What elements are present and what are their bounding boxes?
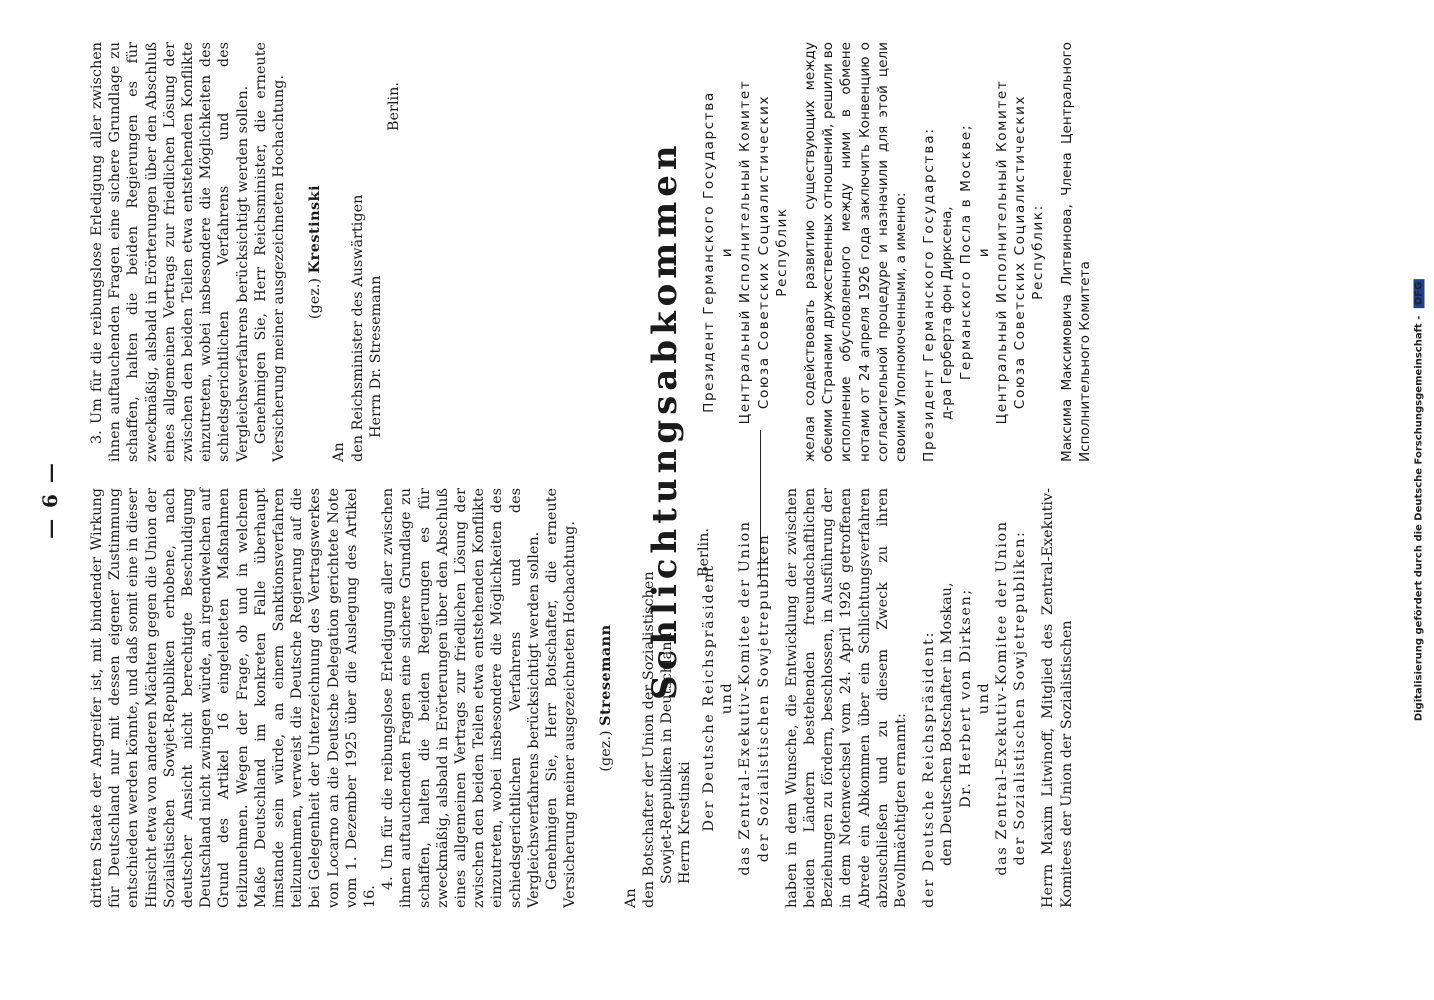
addressee-line: den Botschafter der Union der Sozialistischen [640,571,657,908]
addressee-line: den Reichsminister des Auswärtigen [349,194,366,462]
plenipotentiary-line: д-ра Герберта фон Дирксена, [939,206,956,420]
closing-formula: Genehmigen Sie, Herr Botschafter, die erneute Versicherung meiner ausgezeichneten Hochachtung. [544,488,579,908]
paragraph: 3. Um für die reibungslose Erledigung aller zwischen ihnen auftauchenden Fragen eine sichere Grundlage zu schaffen, halten die beiden Regierungen es für zweckmäßig, alsbald in Erörterungen über den Abschluß eines allgemeinen Vertrags zur friedlichen Lösung der zwischen den beiden Teilen etwa entstehenden Konflikte einzutreten, wobei insbesondere die Möglichkeiten des schiedsgerichtlichen Verfahrens und des Vergleichsverfahrens berücksichtigt werden sollen. [89,42,251,462]
addressee-line: Herrn Dr. Stresemann [367,275,384,438]
plenipotentiary-line: Максима Максимовича Литвинова, Члена Центрального Исполнительного Комитета [1058,42,1093,462]
plenipotentiary-line: Herrn Maxim Litwinoff, Mitglied des Zentral-Exekutiv-Komitees der Union der Sozialistischen [1040,488,1075,908]
addressee-an: An [622,888,639,908]
signature-prefix: (gez.) [598,730,615,772]
footer-text: Digitalisierung gefördert durch die Deutsche Forschungsgemeinschaft - [1413,315,1425,722]
party-heading: Республик: [1030,204,1047,300]
party-heading: Центральный Исполнительный Комитет [737,79,754,425]
dfg-logo: DFG [1414,279,1425,308]
party-heading: Союза Советских Социалистических [1012,94,1029,410]
addressee-block [330,42,403,462]
digitization-footer [1404,0,1434,1000]
paragraph: haben in dem Wunsche, die Entwicklung der zwischen beiden Ländern bestehenden freundschaftlichen Beziehungen zu fördern, beschlossen, in Ausführung der in dem Notenwechsel vom 24. April 1926 getroffenen Abrede ein Abkommen über ein Schlichtungsverfahren abzuschließen und zu diesem Zweck zu ihren Bevollmächtigten ernannt: [783,488,910,908]
column-right-lower [700,42,1094,462]
addressee-an: An [331,442,348,462]
conjunction: und [975,681,992,715]
signature [597,488,615,908]
party-heading: der Sozialistischen Sowjetrepubliken: [1012,530,1029,866]
document-title: Schlichtungsabkommen [645,140,685,700]
plenipotentiary-line: den Deutschen Botschafter in Moskau, [939,582,956,866]
column-left-upper [88,488,713,908]
column-left-lower [700,488,1076,908]
page-number: — 6 — [38,461,62,539]
party-heading: Центральный Исполнительный Комитет [994,79,1011,425]
signature-name: Krestinski [306,184,324,274]
addressee-line: Herrn Krestinski [677,761,694,884]
party-heading: Der Deutsche Reichspräsident [701,564,717,832]
paragraph: 4. Um für die reibungslose Erledigung aller zwischen ihnen auftauchenden Fragen eine sichere Grundlage zu schaffen, halten die beiden Regierungen es für zweckmäßig, alsbald in Erörterungen über den Abschluß eines allgemeinen Vertrags zur friedlichen Lösung der zwischen den beiden Teilen etwa entstehenden Konflikte einzutreten, wobei insbesondere die Möglichkeiten des schiedsgerichtlichen Verfahrens und des Vergleichsverfahrens berücksichtigt werden sollen. [380,488,542,908]
party-heading: das Zentral-Exekutiv-Komitee der Union [737,520,754,876]
column-right-upper [88,42,403,462]
plenipotentiary-line: Германского Посла в Москве; [957,123,974,381]
party-heading: Союза Советских Социалистических [755,94,772,410]
addressee-city: Berlin. [386,82,403,132]
plenipotentiary-line: der Deutsche Reichspräsident: [921,630,938,908]
party-heading: Республик [773,207,790,297]
plenipotentiary-line: Dr. Herbert von Dirksen; [957,588,974,808]
signature-prefix: (gez.) [307,277,324,320]
conjunction: и [975,246,992,258]
party-heading: Президент Германского Государства [701,91,717,413]
addressee-city: Berlin. [695,528,712,578]
paragraph: желая содействовать развитию существующих между обеими Странами дружественных отношений, решили во исполнение обусловленного между ними в обмене нотами от 24 апреля 1926 года заключить Конвенцию о согласительной процедуре и назначили для этой цели своими Уполномоченными, а именно: [802,42,910,462]
signature-name: Stresemann [597,624,615,726]
closing-formula: Genehmigen Sie, Herr Reichsminister, die erneute Versicherung meiner ausgezeichneten Hochachtung. [252,42,288,462]
addressee-line: Sowjet-Republiken in Deutschland [659,632,676,884]
conjunction: и [719,246,736,258]
paragraph: dritten Staate der Angreifer ist, mit bindender Wirkung für Deutschland nur mit dessen eigener Zustimmung entschieden werden könnte, und daß somit eine in dieser Hinsicht etwa von anderen Mächten gegen die Union der Sozialistischen Sowjet-Republiken erhobene, nach deutscher Ansicht nicht berechtigte Beschuldigung Deutschland nicht zwingen würde, an irgendwelchen auf Grund des Artikel 16 eingeleiteten Maßnahmen teilzunehmen. Wegen der Frage, ob und in welchem Maße Deutschland im konkreten Falle überhaupt imstande sein würde, an einem Sanktionsverfahren teilzunehmen, verweist die Deutsche Regierung auf die bei Gelegenheit der Unterzeichnung des Vertragswerkes von Locarno an die Deutsche Delegation gerichtete Note vom 1. Dezember 1925 über die Auslegung des Artikel 16. [89,488,379,908]
party-heading: das Zentral-Exekutiv-Komitee der Union [994,520,1011,876]
signature [306,42,324,462]
plenipotentiary-line: Президент Германского Государства: [921,127,938,462]
conjunction: und [719,681,736,715]
party-heading: der Sozialistischen Sowjetrepubliken [755,533,772,863]
